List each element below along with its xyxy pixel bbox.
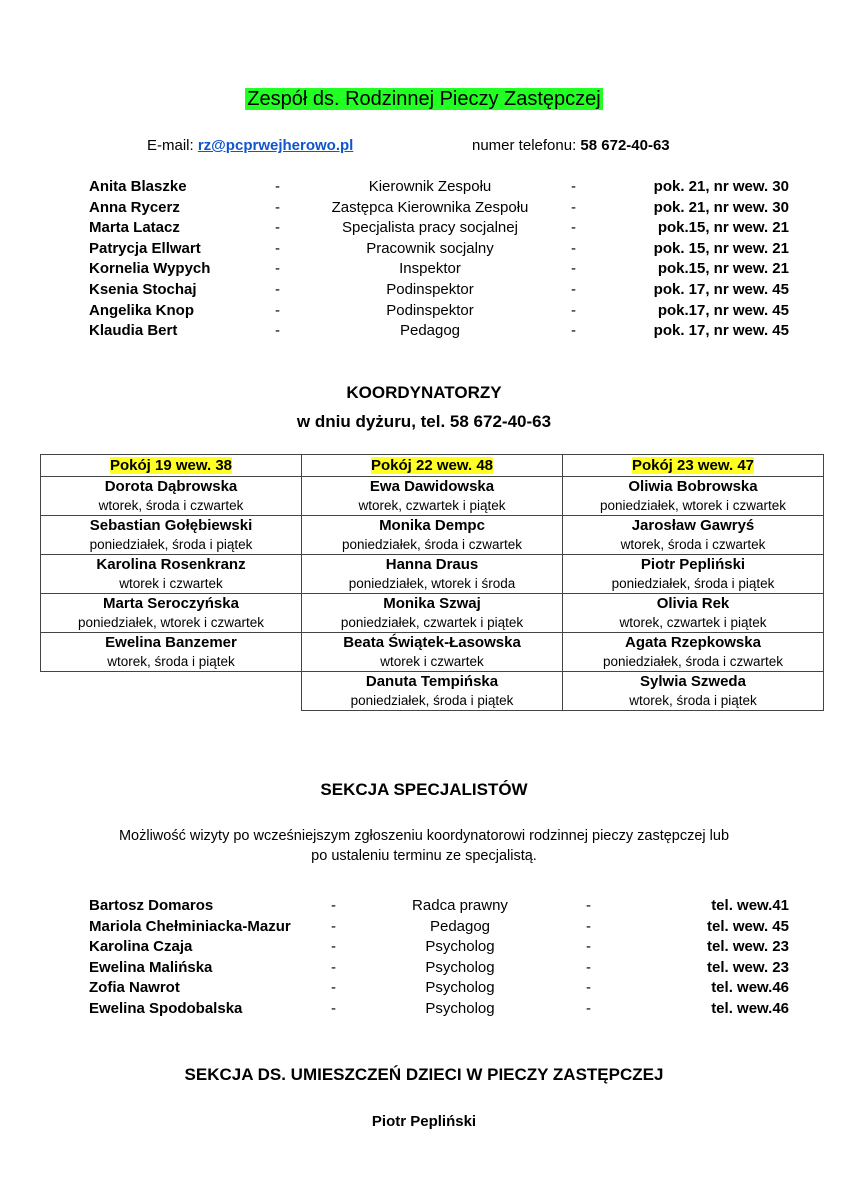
email-label: E-mail:	[147, 137, 194, 154]
separator: -	[586, 958, 591, 976]
coordinator-days: poniedziałek, środa i piątek	[350, 693, 514, 708]
specialist-name: Karolina Czaja	[89, 938, 193, 956]
coordinator-cell	[563, 516, 824, 555]
coordinator-cell	[563, 477, 824, 516]
coordinator-days: poniedziałek, środa i piątek	[89, 537, 253, 552]
team-member-name: Anita Blaszke	[89, 178, 187, 195]
coordinator-name: Piotr Pepliński	[640, 556, 746, 573]
coordinators-subheading: w dniu dyżuru, tel. 58 672-40-63	[296, 412, 552, 431]
specialist-role: Psycholog	[425, 938, 495, 956]
separator: -	[331, 938, 336, 956]
coordinator-name: Marta Seroczyńska	[103, 595, 239, 612]
team-member-name: Anna Rycerz	[89, 198, 180, 216]
placement-person: Piotr Pepliński	[371, 1113, 477, 1130]
team-member-room: pok. 17, nr wew. 45	[653, 281, 789, 298]
coordinator-days: wtorek, środa i piątek	[629, 693, 757, 708]
column-header-label: Pokój 19 wew. 38	[110, 457, 232, 474]
separator: -	[275, 219, 280, 237]
separator: -	[586, 979, 591, 997]
separator: -	[571, 301, 576, 319]
specialist-row	[0, 897, 848, 917]
separator: -	[571, 198, 576, 216]
table-row	[41, 477, 824, 516]
coordinator-name: Hanna Draus	[385, 556, 479, 573]
coordinator-cell	[563, 594, 824, 633]
specialists-note-line2: po ustaleniu terminu ze specjalistą.	[311, 848, 537, 864]
coordinator-days: poniedziałek, wtorek i czwartek	[77, 615, 265, 630]
team-row	[0, 322, 848, 342]
coordinator-name: Monika Dempc	[379, 517, 485, 534]
separator: -	[275, 281, 280, 298]
coordinators-table	[40, 454, 824, 711]
coordinator-cell	[302, 516, 563, 555]
coordinator-name: Sebastian Gołębiewski	[89, 517, 253, 534]
coordinator-days: poniedziałek, wtorek i środa	[348, 576, 516, 591]
specialist-phone: tel. wew. 23	[707, 938, 789, 956]
team-member-role: Podinspektor	[386, 281, 474, 298]
separator: -	[586, 897, 591, 914]
separator: -	[571, 219, 576, 237]
specialists-note-line1: Możliwość wizyty po wcześniejszym zgłoszeniu koordynatorowi rodzinnej pieczy zastępczej lub	[118, 828, 730, 844]
specialist-phone: tel. wew.46	[711, 979, 789, 997]
team-member-role: Podinspektor	[386, 301, 474, 319]
team-member-room: pok. 21, nr wew. 30	[653, 198, 789, 216]
team-member-room: pok. 21, nr wew. 30	[653, 178, 789, 195]
specialist-row	[0, 918, 848, 938]
phone-number: 58 672-40-63	[580, 137, 670, 154]
team-row	[0, 240, 848, 260]
team-member-name: Ksenia Stochaj	[89, 281, 197, 298]
coordinator-name: Beata Świątek-Łasowska	[343, 634, 521, 651]
separator: -	[331, 897, 336, 914]
team-member-room: pok.15, nr wew. 21	[657, 219, 789, 237]
page-title-text: Zespół ds. Rodzinnej Pieczy Zastępczej	[247, 88, 601, 110]
column-header	[563, 455, 824, 477]
table-row	[41, 594, 824, 633]
team-member-name: Angelika Knop	[89, 301, 195, 319]
placement-heading: SEKCJA DS. UMIESZCZEŃ DZIECI W PIECZY ZASTĘPCZEJ	[184, 1065, 664, 1084]
separator: -	[331, 979, 336, 997]
coordinator-name: Sylwia Szweda	[640, 673, 746, 690]
coordinator-days: wtorek i czwartek	[119, 576, 223, 591]
empty-cell	[41, 672, 302, 711]
coordinator-cell	[41, 594, 302, 633]
coordinator-cell	[41, 477, 302, 516]
coordinator-days: poniedziałek, środa i piątek	[611, 576, 775, 591]
team-member-role: Pedagog	[399, 322, 461, 340]
coordinator-name: Ewelina Banzemer	[105, 634, 237, 651]
separator: -	[571, 322, 576, 340]
specialist-phone: tel. wew. 45	[707, 917, 789, 935]
specialist-name: Ewelina Malińska	[89, 958, 213, 976]
coordinator-cell	[563, 555, 824, 594]
coordinator-days: poniedziałek, środa i czwartek	[341, 537, 523, 552]
team-member-role: Kierownik Zespołu	[368, 178, 492, 195]
specialist-role: Psycholog	[425, 958, 495, 976]
specialist-role: Pedagog	[429, 917, 491, 935]
coordinator-days: poniedziałek, wtorek i czwartek	[599, 498, 787, 513]
coordinator-cell	[563, 633, 824, 672]
email-link[interactable]: rz@pcprwejherowo.pl	[197, 137, 354, 154]
separator: -	[275, 198, 280, 216]
coordinator-name: Monika Szwaj	[383, 595, 481, 612]
coordinator-cell	[41, 633, 302, 672]
team-row	[0, 178, 848, 198]
table-row	[41, 672, 824, 711]
column-header	[302, 455, 563, 477]
specialist-name: Zofia Nawrot	[89, 979, 180, 997]
coordinator-name: Olivia Rek	[656, 595, 730, 612]
coordinator-days: wtorek i czwartek	[380, 654, 484, 669]
separator: -	[275, 239, 280, 257]
team-row	[0, 281, 848, 301]
table-row	[41, 555, 824, 594]
coordinators-header-row	[41, 455, 824, 477]
column-header-label: Pokój 22 wew. 48	[371, 457, 493, 474]
separator: -	[275, 322, 280, 340]
coordinator-cell	[41, 516, 302, 555]
separator: -	[275, 178, 280, 195]
team-row	[0, 302, 848, 322]
separator: -	[586, 917, 591, 935]
specialist-row	[0, 959, 848, 979]
coordinator-days: wtorek, czwartek i piątek	[619, 615, 767, 630]
phone-line	[472, 137, 670, 154]
specialist-phone: tel. wew. 23	[707, 958, 789, 976]
team-member-name: Patrycja Ellwart	[89, 239, 201, 257]
specialist-phone: tel. wew.41	[711, 897, 789, 914]
separator: -	[331, 1000, 336, 1017]
coordinator-name: Danuta Tempińska	[365, 673, 499, 690]
coordinator-cell	[302, 555, 563, 594]
coordinator-name: Oliwia Bobrowska	[628, 478, 758, 495]
coordinator-days: wtorek, czwartek i piątek	[358, 498, 506, 513]
team-member-role: Inspektor	[399, 260, 461, 278]
specialist-role: Psycholog	[425, 979, 495, 997]
team-row	[0, 260, 848, 280]
coordinator-name: Dorota Dąbrowska	[104, 478, 238, 495]
team-member-name: Klaudia Bert	[89, 322, 178, 340]
page-title	[0, 88, 848, 111]
separator: -	[331, 958, 336, 976]
team-member-room: pok. 15, nr wew. 21	[653, 239, 789, 257]
coordinator-name: Ewa Dawidowska	[369, 478, 495, 495]
specialist-row	[0, 1000, 848, 1020]
team-member-role: Specjalista pracy socjalnej	[342, 219, 518, 237]
coordinator-days: poniedziałek, czwartek i piątek	[340, 615, 524, 630]
specialist-row	[0, 938, 848, 958]
specialist-row	[0, 979, 848, 999]
coordinator-days: wtorek, środa i czwartek	[620, 537, 766, 552]
coordinator-days: wtorek, środa i czwartek	[98, 498, 244, 513]
specialist-name: Mariola Chełminiacka-Mazur	[89, 917, 291, 935]
team-member-name: Marta Latacz	[89, 219, 180, 237]
specialist-name: Ewelina Spodobalska	[89, 1000, 243, 1017]
separator: -	[586, 938, 591, 956]
email-line	[147, 137, 353, 154]
coordinators-heading: KOORDYNATORZY	[346, 383, 502, 402]
coordinator-name: Karolina Rosenkranz	[96, 556, 246, 573]
separator: -	[331, 917, 336, 935]
separator: -	[571, 239, 576, 257]
team-member-role: Pracownik socjalny	[366, 239, 494, 257]
team-member-room: pok.15, nr wew. 21	[657, 260, 789, 278]
coordinator-cell	[302, 594, 563, 633]
column-header	[41, 455, 302, 477]
column-header-label: Pokój 23 wew. 47	[632, 457, 754, 474]
coordinator-days: wtorek, środa i piątek	[107, 654, 235, 669]
phone-label: numer telefonu:	[472, 137, 577, 154]
coordinator-cell	[302, 633, 563, 672]
team-row	[0, 199, 848, 219]
coordinator-cell	[302, 672, 563, 711]
separator: -	[571, 178, 576, 195]
separator: -	[586, 1000, 591, 1017]
team-member-name: Kornelia Wypych	[89, 260, 211, 278]
specialist-role: Psycholog	[425, 1000, 495, 1017]
table-row	[41, 516, 824, 555]
team-member-role: Zastępca Kierownika Zespołu	[331, 198, 529, 216]
separator: -	[571, 260, 576, 278]
team-member-room: pok.17, nr wew. 45	[657, 301, 789, 319]
coordinator-name: Agata Rzepkowska	[625, 634, 761, 651]
coordinator-cell	[563, 672, 824, 711]
separator: -	[275, 301, 280, 319]
specialist-role: Radca prawny	[412, 897, 508, 914]
team-member-room: pok. 17, nr wew. 45	[653, 322, 789, 340]
coordinator-cell	[41, 555, 302, 594]
coordinator-days: poniedziałek, środa i czwartek	[602, 654, 784, 669]
specialist-phone: tel. wew.46	[711, 1000, 789, 1017]
specialists-heading: SEKCJA SPECJALISTÓW	[320, 780, 528, 799]
specialist-name: Bartosz Domaros	[89, 897, 214, 914]
coordinator-name: Jarosław Gawryś	[631, 517, 755, 534]
separator: -	[275, 260, 280, 278]
separator: -	[571, 281, 576, 298]
team-row	[0, 219, 848, 239]
coordinator-cell	[302, 477, 563, 516]
table-row	[41, 633, 824, 672]
